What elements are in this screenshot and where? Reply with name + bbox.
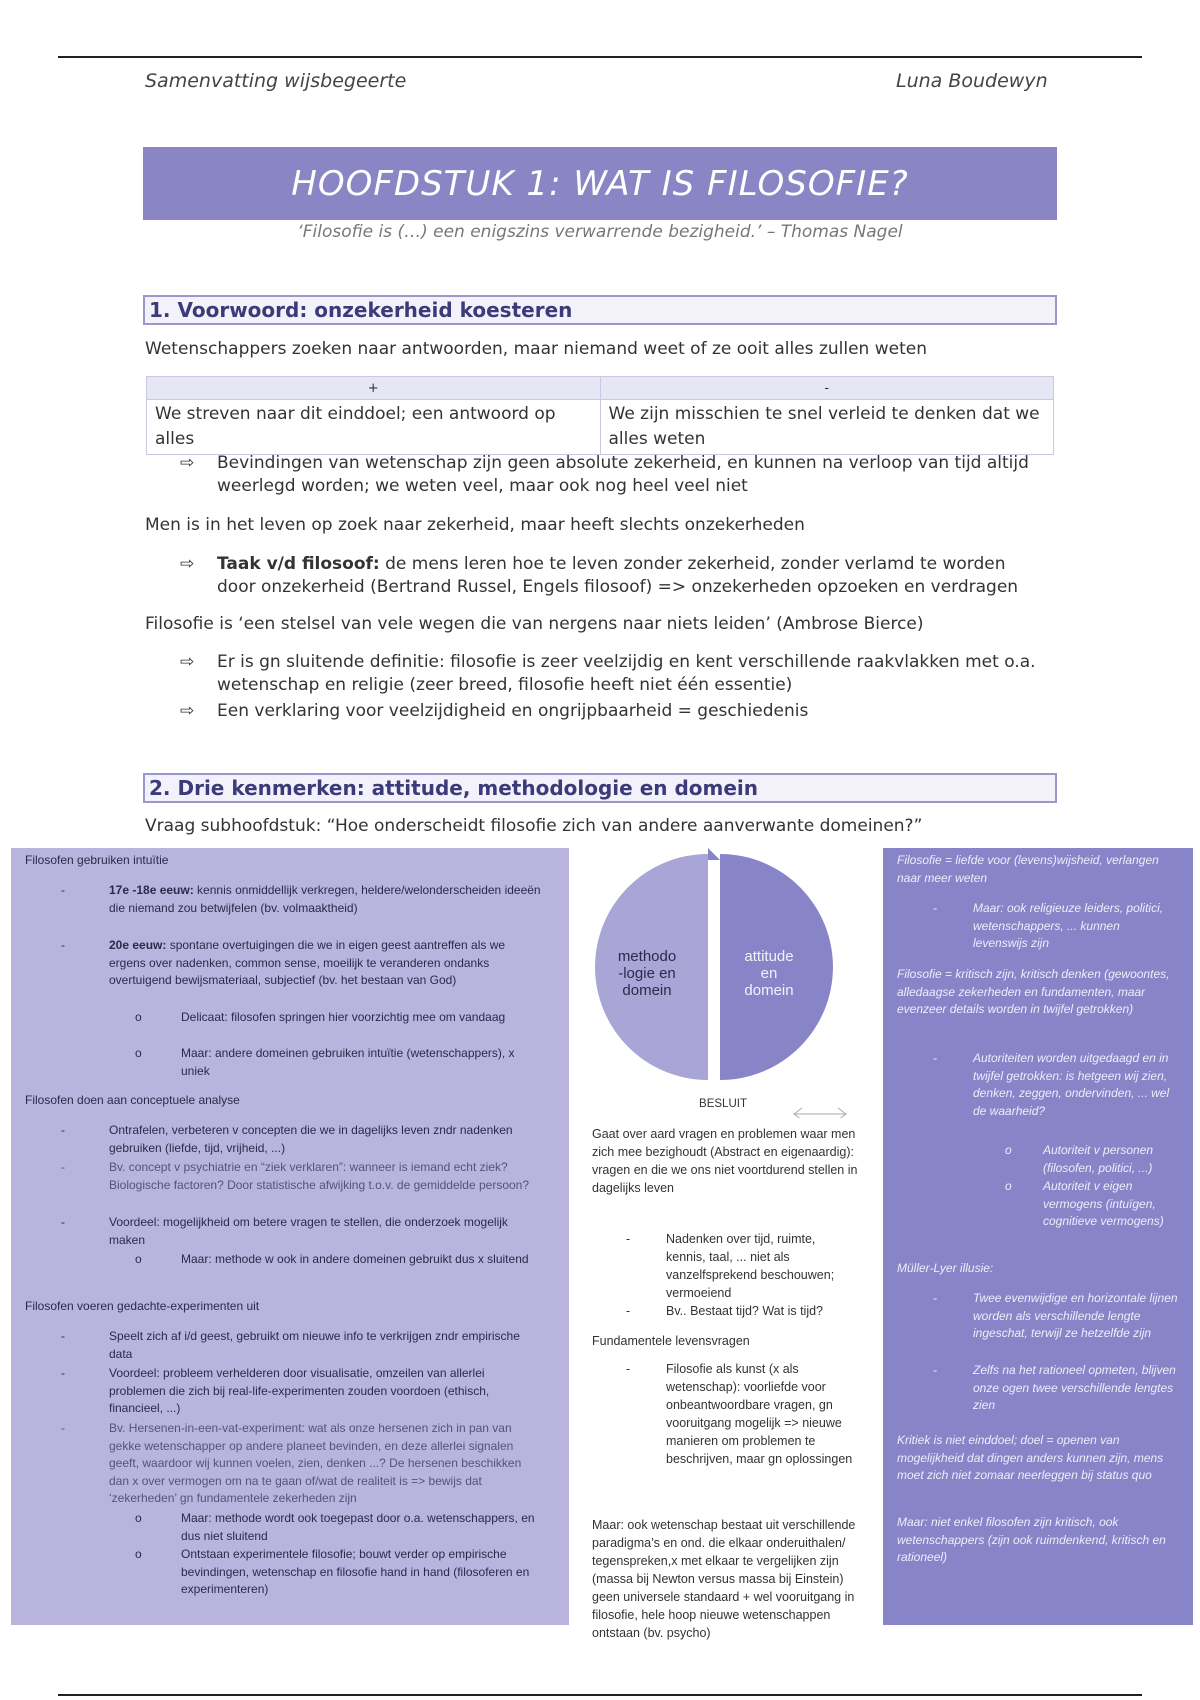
right-para-2: Filosofie = kritisch zijn, kritisch denken (gewoontes, alledaagse zekerheden en fundamenten, maar evenzeer details worden in twijfel getrokken) [897,967,1170,1016]
left-panel-methodologie [11,848,569,1625]
middle-para-2: Maar: ook wetenschap bestaat uit verschillende paradigma’s en ond. die elkaar onderuithalen/ tegenspreken,x met elkaar te vergelijken zijn (massa bij Newton versus massa bij Einstein) geen universele standaard + wel vooruitgang in filosofie, hele hoop nieuwe wetenschappen ontstaan (bv. psycho) [592,1518,856,1640]
diagram-divider [708,848,718,1080]
arrow-icon: ⇨ [180,652,195,672]
header-title: Samenvatting wijsbegeerte [145,70,407,92]
list-item-bold: 17e -18e eeuw: [109,883,194,897]
list-item [626,1302,856,1320]
panel-heading-conceptuele-analyse: Filosofen doen aan conceptuele analyse [25,1093,240,1107]
list-item [61,1420,541,1508]
circle-bullet: o [135,1252,142,1266]
list-item-text: Ontrafelen, verbeteren v concepten die we in dagelijks leven zndr nadenken gebruiken (liefde, tijd, vrijheid, ...) [109,1123,513,1155]
list-item [61,1214,541,1249]
section-1-para-3: Filosofie is ‘een stelsel van vele wegen die van nergens naar niets leiden’ (Ambrose Bierce) [145,614,924,634]
list-item [61,1159,541,1194]
table-header-plus: + [147,377,601,400]
list-item [61,882,541,917]
pros-cons-table [146,376,1054,455]
sub-list-item-text: Maar: methode w ook in andere domeinen gebruikt dus x sluitend [181,1252,529,1266]
chapter-title-bar [143,147,1057,220]
sub-list-item [135,1510,545,1545]
double-arrow-heads [794,1108,846,1118]
arrow-icon: ⇨ [180,701,195,721]
list-item-text: Speelt zich af i/d geest, gebruikt om nieuwe info te verkrijgen zndr empirische data [109,1329,520,1361]
circle-bullet: o [135,1547,142,1561]
list-item-text: Bv. Hersenen-in-een-vat-experiment: wat als onze hersenen zich in pan van gekke wetenschapper op andere planeet bevinden, en deze allerlei signalen geeft, waardoor wij kunnen voelen, zien, denken ...? De hersenen beschikken dan x over vermogen om na te gaan of/wat de realiteit is => bewijs dat ‘zekerheden’ gn fundamentele zekerheden zijn [109,1421,522,1505]
list-item-text: Voordeel: mogelijkheid om betere vragen te stellen, die onderzoek mogelijk maken [109,1215,508,1247]
list-item [61,1328,541,1363]
sub-list-item-text: Maar: andere domeinen gebruiken intuïtie (wetenschappers), x uniek [181,1046,515,1078]
middle-heading: Fundamentele levensvragen [592,1334,750,1348]
sub-list-item [135,1045,535,1080]
sub-list-item-text: Ontstaan experimentele filosofie; bouwt verder op empirische bevindingen, wetenschap en filosofie hand in hand (filosoferen en experimenteren) [181,1547,530,1596]
dash-bullet: - [61,1329,65,1343]
dash-bullet: - [626,1362,631,1376]
diagram-arrowhead [708,848,720,860]
header-author: Luna Boudewyn [896,70,1048,92]
diagram-right-label: attitude en domein [744,948,794,999]
right-para-4: Kritiek is niet einddoel; doel = openen van mogelijkheid dat dingen anders kunnen zijn, mens moet zich niet zomaar neerleggen bij status quo [897,1433,1164,1482]
list-item-text: Autoriteiten worden uitgedaagd en in twijfel getrokken: is hetgeen wij zien, denken, zeggen, ondervinden, ... wel de waarheid? [973,1051,1170,1118]
bottom-rule [58,1694,1142,1696]
list-item-text: Bv.. Bestaat tijd? Wat is tijd? [666,1304,824,1318]
arrow-icon: ⇨ [180,453,195,473]
list-item-text: Voordeel: probleem verhelderen door visualisatie, omzeilen van allerlei problemen die zich bij real-life-experimenten zouden voordoen (ethisch, financieel, ...) [109,1366,490,1415]
right-panel-attitude [883,848,1193,1625]
chapter-title: HOOFDSTUK 1: WAT IS FILOSOFIE? [291,163,909,204]
circle-bullet: o [135,1010,142,1024]
list-item-text: Zelfs na het rationeel opmeten, blijven onze ogen twee verschillende lengtes zien [973,1363,1176,1412]
dash-bullet: - [61,1123,65,1137]
list-item-text: Twee evenwijdige en horizontale lijnen worden als verschillende lengte ingeschat, terwijl ze hetzelfde zijn [973,1291,1178,1340]
kenmerken-diagram [580,848,890,1118]
circle-bullet: o [1005,1179,1012,1193]
arrow-icon: ⇨ [180,554,195,574]
list-item [626,1230,856,1302]
dash-bullet: - [61,1421,65,1435]
list-item [933,1362,1178,1415]
sub-list-item-text: Maar: methode wordt ook toegepast door o.a. wetenschappers, en dus niet sluitend [181,1511,535,1543]
dash-bullet: - [61,938,65,952]
table-header-minus: - [600,377,1054,400]
dash-bullet: - [933,901,937,915]
section-2-heading-text: 2. Drie kenmerken: attitude, methodologie en domein [149,776,759,800]
bullet-text: Er is gn sluitende definitie: filosofie is zeer veelzijdig en kent verschillende raakvlakken met o.a. wetenschap en religie (zeer breed, filosofie heeft niet één essentie) [217,652,1036,695]
list-item-text: Nadenken over tijd, ruimte, kennis, taal, ... niet als vanzelfsprekend beschouwen; vermoeiend [666,1232,835,1300]
section-1-heading [143,295,1057,325]
sub-list-item [1005,1142,1180,1177]
list-item [933,900,1173,953]
chapter-quote: ‘Filosofie is (…) een enigszins verwarrende bezigheid.’ – Thomas Nagel [297,222,903,242]
list-item [61,1122,541,1157]
list-item [626,1360,856,1468]
dash-bullet: - [61,1215,65,1229]
sub-list-item [135,1251,535,1269]
section-1-intro: Wetenschappers zoeken naar antwoorden, maar niemand weet of ze ooit alles zullen weten [145,339,927,359]
list-item [61,937,541,990]
list-item [61,1365,541,1418]
sub-list-item [135,1546,545,1599]
sub-list-item-text: Autoriteit v eigen vermogens (intuïgen, cognitieve vermogens) [1043,1179,1164,1228]
table-cell-minus: We zijn misschien te snel verleid te denken dat we alles weten [600,400,1054,455]
list-item-text: Maar: ook religieuze leiders, politici, wetenschappers, ... kunnen levenswijs zijn [973,901,1164,950]
list-item-text: spontane overtuigingen die we in eigen geest aantreffen als we ergens over nadenken, common sense, moeilijk te veranderen ondanks overtuigend bewijsmateriaal, subjectief (bv. het bestaan van God) [109,938,506,987]
bullet-text: Bevindingen van wetenschap zijn geen absolute zekerheid, en kunnen na verloop van tijd altijd weerlegd worden; we weten veel, maar ook nog heel veel niet [217,453,1029,496]
dash-bullet: - [61,1160,65,1174]
list-item-text: kennis onmiddellijk verkregen, heldere/welonderscheiden ideeën die niemand zou betwijfelen (bv. volmaaktheid) [109,883,541,915]
section-2-question: Vraag subhoofdstuk: “Hoe onderscheidt filosofie zich van andere aanverwante domeinen?” [145,816,923,836]
section-2-heading [143,773,1057,803]
circle-bullet: o [1005,1143,1012,1157]
dash-bullet: - [933,1291,937,1305]
right-para-3: Müller-Lyer illusie: [897,1261,994,1275]
circle-bullet: o [135,1511,142,1525]
panel-heading-gedachte-experimenten: Filosofen voeren gedachte-experimenten uit [25,1299,260,1313]
sub-list-item [135,1009,535,1027]
diagram-left-label: methodo -logie en domein [617,948,677,999]
diagram-bottom-label: BESLUIT [699,1098,747,1110]
bullet-taak-filosoof [180,553,1040,599]
sub-list-item-text: Autoriteit v personen (filosofen, politici, ...) [1043,1143,1154,1175]
section-1-para-2: Men is in het leven op zoek naar zekerheid, maar heeft slechts onzekerheden [145,515,805,535]
sub-list-item [1005,1178,1180,1231]
right-para-1: Filosofie = liefde voor (levens)wijsheid, verlangen naar meer weten [897,853,1159,885]
list-item-text: Bv. concept v psychiatrie en “ziek verklaren”: wanneer is iemand echt ziek? Biologische factoren? Door statistische afwijking t.o.v. de gemiddelde persoon? [109,1160,530,1192]
dash-bullet: - [933,1363,937,1377]
list-item-text: Filosofie als kunst (x als wetenschap): voorliefde voor onbeantwoordbare vragen, gn vooruitgang mogelijk => nieuwe manieren om problemen te beschrijven, maar gn oplossingen [666,1362,853,1466]
bullet-wetenschap [180,452,1040,498]
middle-para-1: Gaat over aard vragen en problemen waar men zich mee bezighoudt (Abstract en eigenaardig): vragen en die we ons niet voortdurend stellen in dagelijks leven [592,1127,858,1195]
panel-heading-intuitie: Filosofen gebruiken intuïtie [25,853,169,867]
bullet-text: Een verklaring voor veelzijdigheid en ongrijpbaarheid = geschiedenis [217,701,809,721]
dash-bullet: - [626,1232,631,1246]
dash-bullet: - [933,1051,937,1065]
top-rule [58,56,1142,58]
right-para-5: Maar: niet enkel filosofen zijn kritisch, ook wetenschappers (zijn ook ruimdenkend, kritisch en rationeel) [897,1515,1166,1564]
list-item-bold: 20e eeuw: [109,938,167,952]
table-cell-plus: We streven naar dit einddoel; een antwoord op alles [147,400,601,455]
list-item [933,1050,1178,1120]
bullet-definitie [180,651,1040,697]
bullet-bold-label: Taak v/d filosoof: [217,554,380,574]
dash-bullet: - [61,1366,65,1380]
bullet-text: de mens leren hoe te leven zonder zekerheid, zonder verlamd te worden door onzekerheid (Bertrand Russel, Engels filosoof) => onzekerheden opzoeken en verdragen [217,554,1019,597]
bullet-geschiedenis [180,700,1040,723]
section-1-heading-text: 1. Voorwoord: onzekerheid koesteren [149,298,573,322]
dash-bullet: - [61,883,65,897]
list-item [933,1290,1178,1343]
circle-bullet: o [135,1046,142,1060]
sub-list-item-text: Delicaat: filosofen springen hier voorzichtig mee om vandaag [181,1010,506,1024]
dash-bullet: - [626,1304,631,1318]
